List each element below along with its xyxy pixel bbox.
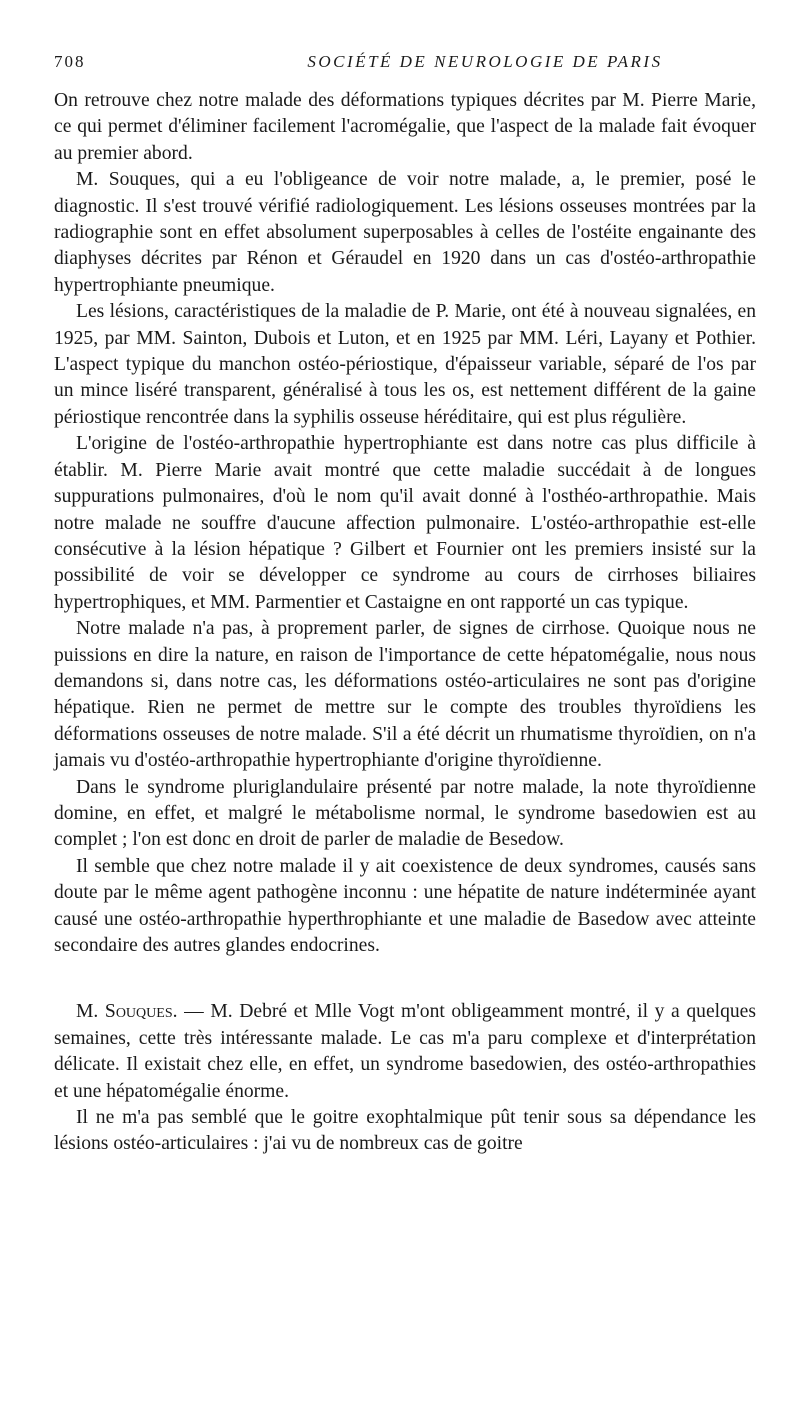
article-body (54, 88, 756, 1158)
discussion-paragraph (54, 999, 756, 1105)
paragraph: On retrouve chez notre malade des déformations typiques décrites par M. Pierre Marie, ce qui permet d'éliminer facilement l'acromégalie, que l'aspect de la malade fait évoquer au premier abord. (54, 90, 756, 164)
running-header (54, 52, 756, 82)
page-number: 708 (54, 52, 86, 71)
paragraph: Notre malade n'a pas, à proprement parler, de signes de cirrhose. Quoique nous ne puissions en dire la nature, en raison de l'importance de cette hépatomégalie, nous nous demandons si, dans notre cas, les déformations ostéo-articulaires ne sont pas d'origine hépatique. Rien ne permet de mettre sur le compte des troubles thyroïdiens les déformations osseuses de notre malade. S'il a été décrit un rhumatisme thyroïdien, on n'a jamais vu d'ostéo-arthropathie hypertrophiante d'origine thyroïdienne. (54, 618, 756, 772)
discussion-speaker: M. Souques. (76, 1001, 178, 1023)
paragraph: Dans le syndrome pluriglandulaire présenté par notre malade, la note thyroïdienne domine, en effet, et malgré le métabolisme normal, le syndrome basedowien est au complet ; l'on est donc en droit de parler de maladie de Besedow. (54, 776, 756, 851)
paragraph: Les lésions, caractéristiques de la maladie de P. Marie, ont été à nouveau signalées, en 1925, par MM. Sainton, Dubois et Luton, et en 1925 par MM. Léri, Layany et Pothier. L'aspect typique du manchon ostéo-périostique, d'épaisseur variable, séparé de l'os par un mince liséré transparent, généralisé à tous les os, est nettement différent de la gaine périostique rencontrée dans la syphilis osseuse héréditaire, qui est plus régulière. (54, 301, 756, 428)
paragraph: M. Souques, qui a eu l'obligeance de voir notre malade, a, le premier, posé le diagnostic. Il s'est trouvé vérifié radiologiquement. Les lésions osseuses montrées par la radiographie sont en effet absolument superposables à celles de l'ostéite engainante des diaphyses décrites par Rénon et Géraudel en 1920 dans un cas d'ostéo-arthropathie hypertrophiante pneumique. (54, 169, 756, 296)
section-gap (54, 959, 756, 999)
paragraph: Il semble que chez notre malade il y ait coexistence de deux syndromes, causés sans doute par le même agent pathogène inconnu : une hépatite de nature indéterminée ayant causé une ostéo-arthropathie hyperthrophiante et une maladie de Basedow avec atteinte secondaire des autres glandes endocrines. (54, 855, 756, 956)
running-title: SOCIÉTÉ DE NEUROLOGIE DE PARIS (307, 52, 663, 71)
discussion-text: — M. Debré et Mlle Vogt m'ont obligeamment montré, il y a quelques semaines, cette très intéressante malade. Le cas m'a paru complexe et d'interprétation délicate. Il existait chez elle, en effet, un syndrome basedowien, des ostéo-arthropathies et une hépatomégalie énorme. (54, 1001, 756, 1102)
paragraph: L'origine de l'ostéo-arthropathie hypertrophiante est dans notre cas plus difficile à établir. M. Pierre Marie avait montré que cette maladie succédait à de longues suppurations pulmonaires, d'où le nom qu'il avait donné à l'osthéo-arthropathie. Mais notre malade ne souffre d'aucune affection pulmonaire. L'ostéo-arthropathie est-elle consécutive à la lésion hépatique ? Gilbert et Fournier ont les premiers insisté sur la possibilité de voir se développer ce syndrome au cours de cirrhoses biliaires hypertrophiques, et MM. Parmentier et Castaigne en ont rapporté un cas typique. (54, 433, 756, 613)
discussion-paragraph-continued: Il ne m'a pas semblé que le goitre exophtalmique pût tenir sous sa dépendance les lésions ostéo-articulaires : j'ai vu de nombreux cas de goitre (54, 1107, 756, 1155)
